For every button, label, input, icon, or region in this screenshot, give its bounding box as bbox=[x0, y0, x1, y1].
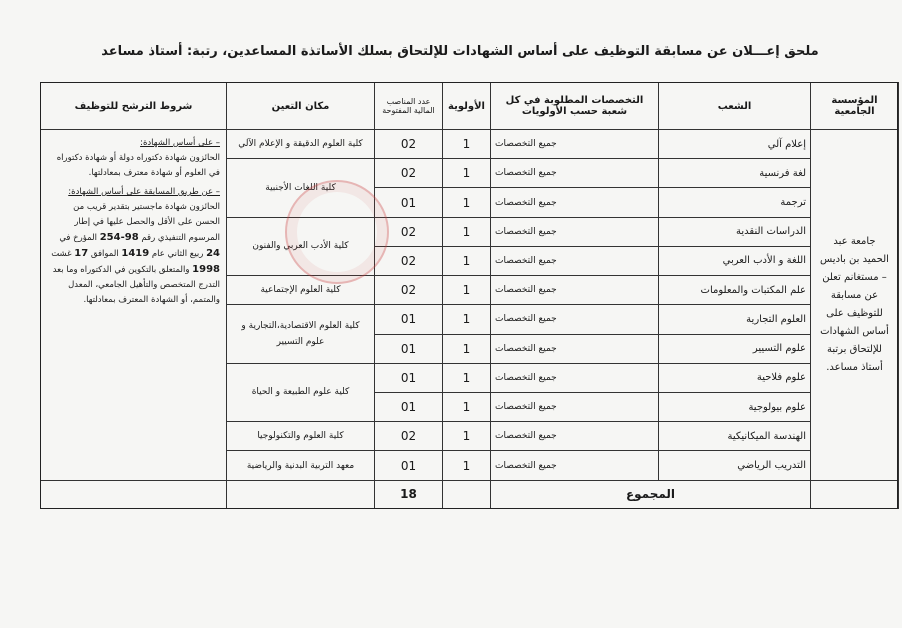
positions-cell: 01 bbox=[375, 451, 443, 480]
total-label: المجموع bbox=[491, 480, 811, 508]
document-title: ملحق إعـــلان عن مسابقة التوظيف على أساس الشهادات للإلتحاق بسلك الأساتذة المساعدين، رتبة: أستاذ مساعد bbox=[101, 44, 819, 59]
spec-cell: جميع التخصصات bbox=[491, 130, 659, 159]
condition-text-part: المؤرخ في bbox=[59, 233, 100, 243]
place-cell: كلية العلوم والتكنولوجيا bbox=[227, 422, 375, 451]
table-frame bbox=[40, 82, 898, 509]
header-priority: الأولوية bbox=[443, 83, 491, 130]
spec-cell: جميع التخصصات bbox=[491, 188, 659, 217]
priority-cell: 1 bbox=[443, 392, 491, 421]
institution-cell: جامعة عبد الحميد بن باديس – مستغانم تعلن عن مسابقة للتوظيف على أساس الشهادات للإلتحاق برتبة أستاذ مساعد. bbox=[811, 130, 899, 481]
spec-cell: جميع التخصصات bbox=[491, 392, 659, 421]
condition-text-1: الحائزون شهادة دكتوراه دولة أو شهادة دكتوراه في العلوم أو شهادة معترف بمعادلتها. bbox=[56, 153, 220, 178]
priority-cell: 1 bbox=[443, 130, 491, 159]
header-positions: عدد المناصب المالية المفتوحة bbox=[375, 83, 443, 130]
branch-cell: إعلام آلي bbox=[659, 130, 811, 159]
place-cell: كلية العلوم الاقتصادية،التجارية و علوم التسيير bbox=[227, 305, 375, 363]
condition-text-part: غشت bbox=[51, 249, 75, 259]
place-cell: كلية علوم الطبيعة و الحياة bbox=[227, 363, 375, 421]
branch-cell: علوم بيولوجية bbox=[659, 392, 811, 421]
priority-cell: 1 bbox=[443, 422, 491, 451]
place-cell: معهد التربية البدنية والرياضية bbox=[227, 451, 375, 480]
decree-hijri-year: 1419 bbox=[121, 248, 150, 259]
place-cell: كلية العلوم الإجتماعية bbox=[227, 276, 375, 305]
header-branch: الشعب bbox=[659, 83, 811, 130]
priority-cell: 1 bbox=[443, 276, 491, 305]
recruitment-table-wrapper bbox=[40, 82, 898, 509]
total-value: 18 bbox=[375, 480, 443, 508]
branch-cell: الدراسات النقدية bbox=[659, 217, 811, 246]
decree-greg-day: 17 bbox=[74, 248, 89, 259]
positions-cell: 01 bbox=[375, 305, 443, 334]
positions-cell: 01 bbox=[375, 363, 443, 392]
spec-cell: جميع التخصصات bbox=[491, 217, 659, 246]
condition-text-part: الحائزون شهادة ماجستير بتقدير قريب من الحسن على الأقل والحصل عليها في إطار المرسوم التنفيذي رقم bbox=[73, 202, 220, 243]
positions-cell: 02 bbox=[375, 246, 443, 275]
place-cell: كلية الأدب العربي والفنون bbox=[227, 217, 375, 275]
spec-cell: جميع التخصصات bbox=[491, 422, 659, 451]
branch-cell: ترجمة bbox=[659, 188, 811, 217]
positions-cell: 02 bbox=[375, 159, 443, 188]
priority-cell: 1 bbox=[443, 451, 491, 480]
positions-cell: 02 bbox=[375, 130, 443, 159]
spec-cell: جميع التخصصات bbox=[491, 276, 659, 305]
branch-cell: التدريب الرياضي bbox=[659, 451, 811, 480]
place-cell: كلية اللغات الأجنبية bbox=[227, 159, 375, 217]
priority-cell: 1 bbox=[443, 159, 491, 188]
spec-cell: جميع التخصصات bbox=[491, 334, 659, 363]
priority-cell: 1 bbox=[443, 305, 491, 334]
decree-day: 24 bbox=[206, 248, 220, 259]
positions-cell: 01 bbox=[375, 392, 443, 421]
condition-text-part: الموافق bbox=[88, 249, 122, 259]
spec-cell: جميع التخصصات bbox=[491, 246, 659, 275]
spec-cell: جميع التخصصات bbox=[491, 363, 659, 392]
positions-cell: 02 bbox=[375, 217, 443, 246]
spec-cell: جميع التخصصات bbox=[491, 305, 659, 334]
priority-cell: 1 bbox=[443, 334, 491, 363]
branch-cell: اللغة و الأدب العربي bbox=[659, 246, 811, 275]
branch-cell: علوم فلاحية bbox=[659, 363, 811, 392]
decree-greg-year: 1998 bbox=[192, 264, 220, 275]
decree-number: 98-254 bbox=[99, 232, 139, 243]
branch-cell: الهندسة الميكانيكية bbox=[659, 422, 811, 451]
condition-text-part: ربيع الثاني عام bbox=[149, 249, 207, 259]
branch-cell: علم المكتبات والمعلومات bbox=[659, 276, 811, 305]
positions-cell: 01 bbox=[375, 334, 443, 363]
priority-cell: 1 bbox=[443, 246, 491, 275]
positions-cell: 02 bbox=[375, 422, 443, 451]
condition-text-part: والمتعلق بالتكوين في الدكتوراه وما بعد التدرج المتخصص والتأهيل الجامعي، المعدل والمتمم، أو الشهادة المعترف بمعادلتها. bbox=[52, 265, 220, 305]
priority-cell: 1 bbox=[443, 217, 491, 246]
priority-cell: 1 bbox=[443, 363, 491, 392]
header-institution: المؤسسة الجامعية bbox=[811, 83, 899, 130]
branch-cell: لغة فرنسية bbox=[659, 159, 811, 188]
branch-cell: العلوم التجارية bbox=[659, 305, 811, 334]
priority-cell: 1 bbox=[443, 188, 491, 217]
spec-cell: جميع التخصصات bbox=[491, 451, 659, 480]
condition-heading-1: – على أساس الشهادة: bbox=[140, 138, 220, 148]
branch-cell: علوم التسيير bbox=[659, 334, 811, 363]
header-conditions: شروط الترشح للتوظيف bbox=[41, 83, 227, 130]
positions-cell: 02 bbox=[375, 276, 443, 305]
spec-cell: جميع التخصصات bbox=[491, 159, 659, 188]
header-place: مكان التعين bbox=[227, 83, 375, 130]
condition-heading-2: – عن طريق المسابقة على أساس الشهادة: bbox=[68, 187, 220, 197]
header-specializations: التخصصات المطلوبة في كل شعبة حسب الأولويات bbox=[491, 83, 659, 130]
place-cell: كلية العلوم الدقيقة و الإعلام الآلي bbox=[227, 130, 375, 159]
positions-cell: 01 bbox=[375, 188, 443, 217]
